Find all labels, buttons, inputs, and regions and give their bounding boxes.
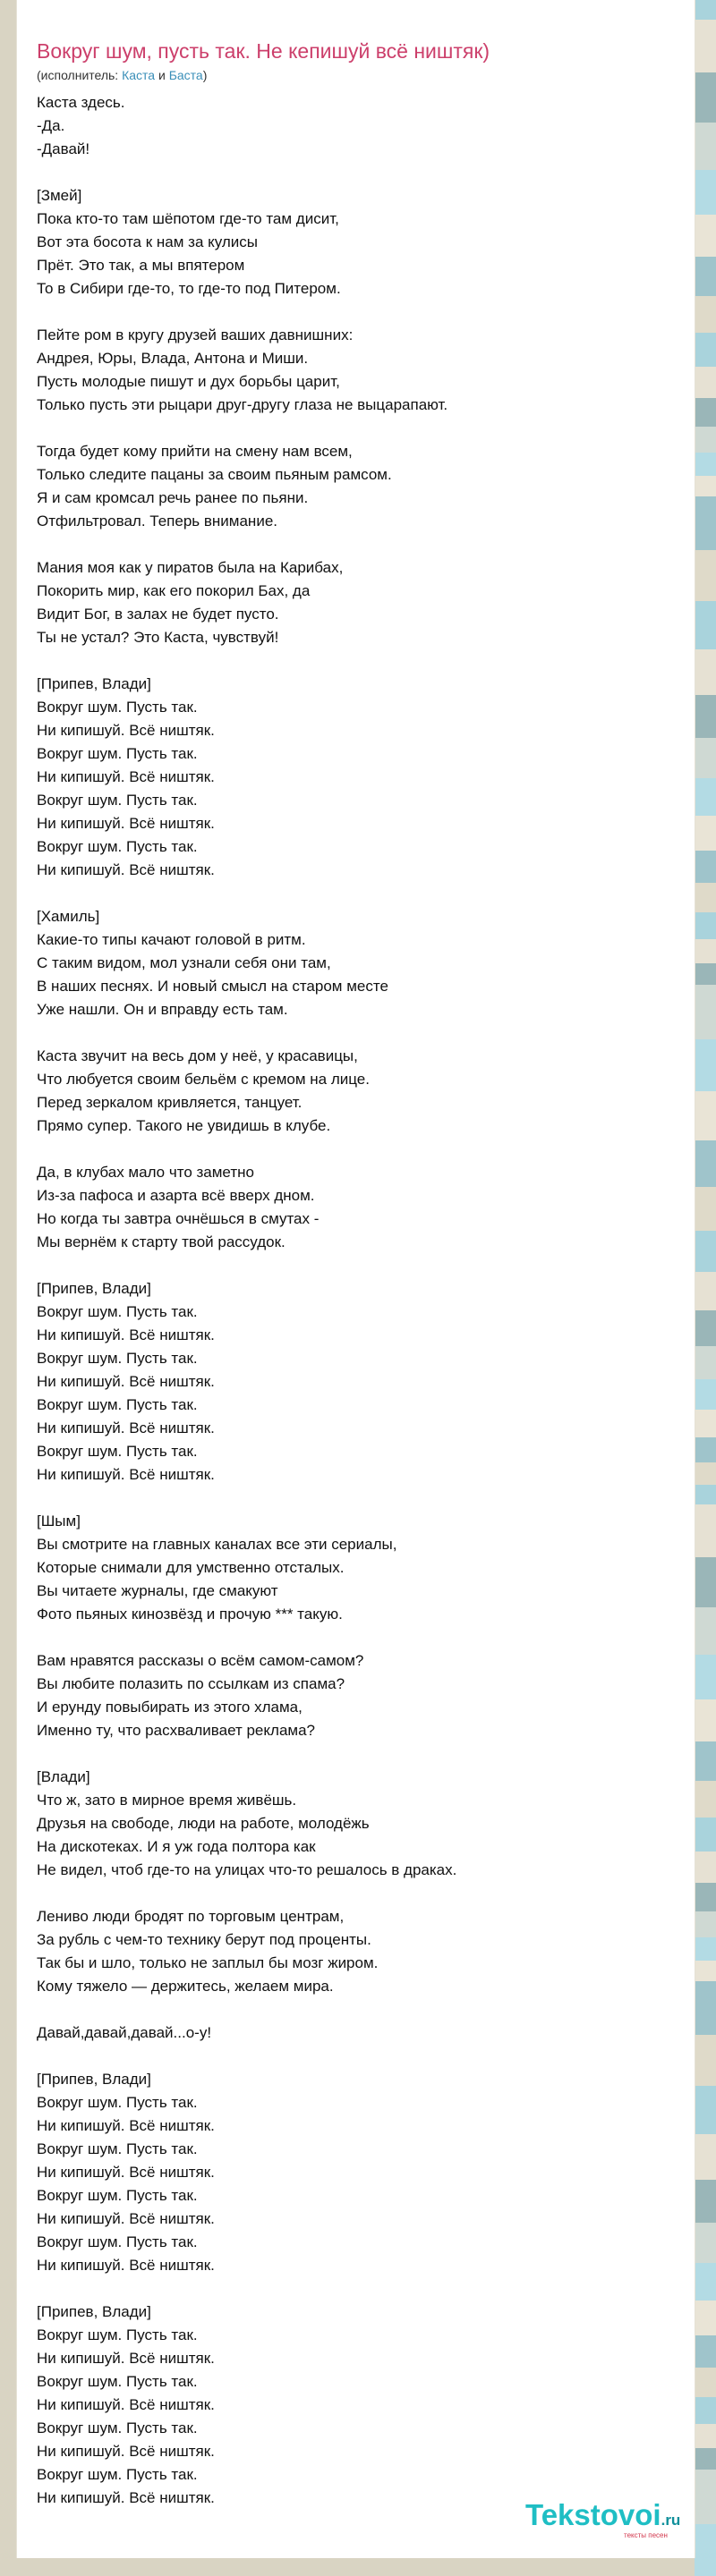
lyric-line: [37, 1254, 681, 1277]
logo-subtitle: тексты песен: [624, 2531, 668, 2539]
stripe-segment: [695, 20, 716, 72]
stripe-segment: [695, 2301, 716, 2335]
stripe-segment: [695, 367, 716, 398]
lyric-line: [Припев, Влади]: [37, 2071, 151, 2088]
stripe-segment: [695, 1699, 716, 1741]
stripe-segment: [695, 1607, 716, 1655]
lyric-line: Каста здесь.: [37, 94, 125, 111]
lyrics-text: [37, 91, 681, 2510]
lyric-line: Перед зеркалом кривляется, танцует.: [37, 1094, 303, 1111]
lyric-line: Прёт. Это так, а мы впятером: [37, 257, 245, 274]
stripe-segment: [695, 296, 716, 333]
lyric-line: [Влади]: [37, 1768, 90, 1785]
lyric-line: Тогда будет кому прийти на смену нам всем,: [37, 443, 353, 460]
lyric-line: Ни кипишуй. Всё ништяк.: [37, 2443, 215, 2460]
lyric-line: [37, 301, 681, 324]
stripe-segment: [695, 2263, 716, 2301]
logo-name: Tekstovoi: [525, 2498, 661, 2531]
lyrics-page: [16, 0, 695, 2558]
lyric-line: Ни кипишуй. Всё ништяк.: [37, 1419, 215, 1436]
lyric-line: Вокруг шум. Пусть так.: [37, 2326, 198, 2343]
lyric-line: [37, 2277, 681, 2301]
stripe-segment: [695, 398, 716, 427]
lyric-line: [Шым]: [37, 1513, 81, 1530]
lyric-line: Так бы и шло, только не заплыл бы мозг жиром.: [37, 1954, 379, 1971]
stripe-segment: [695, 1961, 716, 1981]
lyric-line: Вокруг шум. Пусть так.: [37, 2233, 198, 2250]
lyric-line: Что любуется своим бельём с кремом на лице.: [37, 1071, 370, 1088]
stripe-segment: [695, 1231, 716, 1272]
stripe-segment: [695, 1852, 716, 1883]
lyric-line: [37, 1626, 681, 1649]
lyric-line: Лениво люди бродят по торговым центрам,: [37, 1908, 345, 1925]
lyric-line: Ни кипишуй. Всё ништяк.: [37, 815, 215, 832]
stripe-segment: [695, 476, 716, 496]
lyric-line: Не видел, чтоб где-то на улицах что-то решалось в драках.: [37, 1861, 457, 1878]
stripe-segment: [695, 1346, 716, 1379]
lyric-line: Ни кипишуй. Всё ништяк.: [37, 1373, 215, 1390]
stripe-segment: [695, 496, 716, 550]
lyric-line: Ни кипишуй. Всё ништяк.: [37, 861, 215, 878]
stripe-segment: [695, 1091, 716, 1140]
lyric-line: [37, 1487, 681, 1510]
lyric-line: Но когда ты завтра очнёшься в смутах -: [37, 1210, 320, 1227]
stripe-segment: [695, 1437, 716, 1462]
lyric-line: Ни кипишуй. Всё ништяк.: [37, 722, 215, 739]
artist-link-basta[interactable]: Баста: [168, 68, 203, 82]
stripe-segment: [695, 1557, 716, 1607]
stripe-segment: [695, 1911, 716, 1937]
lyric-line: Именно ту, что расхваливает реклама?: [37, 1722, 315, 1739]
lyric-line: Андрея, Юры, Влада, Антона и Миши.: [37, 350, 309, 367]
stripe-segment: [695, 738, 716, 778]
lyric-line: Покорить мир, как его покорил Бах, да: [37, 582, 311, 599]
lyric-line: Уже нашли. Он и вправду есть там.: [37, 1001, 288, 1018]
lyric-line: Вот эта босота к нам за кулисы: [37, 233, 259, 250]
lyric-line: Вокруг шум. Пусть так.: [37, 2094, 198, 2111]
lyric-line: Вы смотрите на главных каналах все эти сериалы,: [37, 1536, 397, 1553]
lyric-line: Ни кипишуй. Всё ништяк.: [37, 1326, 215, 1343]
lyric-line: Ни кипишуй. Всё ништяк.: [37, 2350, 215, 2367]
lyric-line: То в Сибири где-то, то где-то под Питером.: [37, 280, 341, 297]
stripe-segment: [695, 0, 716, 20]
lyric-line: Пусть молодые пишут и дух борьбы царит,: [37, 373, 340, 390]
lyric-line: Отфильтровал. Теперь внимание.: [37, 513, 277, 530]
lyric-line: Прямо супер. Такого не увидишь в клубе.: [37, 1117, 331, 1134]
stripe-segment: [695, 2424, 716, 2448]
lyric-line: [37, 1138, 681, 1161]
lyric-line: Каста звучит на весь дом у неё, у красавицы,: [37, 1047, 358, 1064]
lyric-line: Вокруг шум. Пусть так.: [37, 2373, 198, 2390]
stripe-segment: [695, 2448, 716, 2470]
artist-suffix: ): [202, 68, 208, 82]
lyric-line: [37, 1882, 681, 1905]
lyric-line: [Припев, Влади]: [37, 2303, 151, 2320]
stripe-segment: [695, 2134, 716, 2180]
lyric-line: Только следите пацаны за своим пьяным рамсом.: [37, 466, 392, 483]
stripe-segment: [695, 453, 716, 476]
lyric-line: Вокруг шум. Пусть так.: [37, 2187, 198, 2204]
lyric-line: Ни кипишуй. Всё ништяк.: [37, 2210, 215, 2227]
lyric-line: Я и сам кромсал речь ранее по пьяни.: [37, 489, 309, 506]
lyric-line: [37, 1742, 681, 1766]
lyric-line: Да, в клубах мало что заметно: [37, 1164, 254, 1181]
stripe-segment: [695, 1379, 716, 1410]
lyric-line: Пейте ром в кругу друзей ваших давнишних:: [37, 326, 354, 343]
lyric-line: Давай,давай,давай...о-у!: [37, 2024, 212, 2041]
artist-link-kasta[interactable]: Каста: [122, 68, 156, 82]
lyric-line: Ни кипишуй. Всё ништяк.: [37, 1466, 215, 1483]
lyric-line: Из-за пафоса и азарта всё вверх дном.: [37, 1187, 315, 1204]
lyric-line: Вокруг шум. Пусть так.: [37, 1303, 198, 1320]
stripe-segment: [695, 912, 716, 939]
lyric-line: Какие-то типы качают головой в ритм.: [37, 931, 306, 948]
lyric-line: [37, 161, 681, 184]
lyric-line: Вокруг шум. Пусть так.: [37, 838, 198, 855]
stripe-segment: [695, 1310, 716, 1346]
lyric-line: Видит Бог, в залах не будет пусто.: [37, 606, 279, 623]
lyric-line: Вокруг шум. Пусть так.: [37, 2140, 198, 2157]
stripe-segment: [695, 1655, 716, 1699]
stripe-segment: [695, 1883, 716, 1911]
lyric-line: Ни кипишуй. Всё ништяк.: [37, 768, 215, 785]
song-title: Вокруг шум, пусть так. Не кепишуй всё ништяк): [37, 39, 490, 63]
stripe-segment: [695, 939, 716, 963]
lyric-line: Вы любите полазить по ссылкам из спама?: [37, 1675, 345, 1692]
lyric-line: Ни кипишуй. Всё ништяк.: [37, 2489, 215, 2506]
stripe-segment: [695, 883, 716, 912]
lyric-line: Мы вернём к старту твой рассудок.: [37, 1233, 286, 1250]
stripe-segment: [695, 1140, 716, 1187]
lyric-line: [Змей]: [37, 187, 82, 204]
stripe-segment: [695, 1781, 716, 1818]
stripe-segment: [695, 816, 716, 851]
lyric-line: За рубль с чем-то технику берут под проценты.: [37, 1931, 371, 1948]
lyric-line: Мания моя как у пиратов была на Карибах,: [37, 559, 344, 576]
lyric-line: Пока кто-то там шёпотом где-то там дисит,: [37, 210, 339, 227]
stripe-segment: [695, 1937, 716, 1961]
lyric-line: Вокруг шум. Пусть так.: [37, 699, 198, 716]
lyric-line: [37, 1998, 681, 2021]
lyric-line: Которые снимали для умственно отсталых.: [37, 1559, 345, 1576]
lyric-line: [37, 417, 681, 440]
lyric-line: Вокруг шум. Пусть так.: [37, 1396, 198, 1413]
stripe-segment: [695, 2223, 716, 2263]
lyric-line: Вокруг шум. Пусть так.: [37, 745, 198, 762]
lyric-line: Вокруг шум. Пусть так.: [37, 1443, 198, 1460]
lyric-line: Ни кипишуй. Всё ништяк.: [37, 2117, 215, 2134]
lyric-line: [37, 882, 681, 905]
stripe-segment: [695, 963, 716, 985]
stripe-segment: [695, 778, 716, 816]
lyric-line: Вы читаете журналы, где смакуют: [37, 1582, 278, 1599]
stripe-segment: [695, 333, 716, 367]
lyric-line: [Хамиль]: [37, 908, 100, 925]
stripe-segment: [695, 985, 716, 1039]
stripe-segment: [695, 1187, 716, 1231]
lyric-line: Вокруг шум. Пусть так.: [37, 1350, 198, 1367]
artist-prefix: (исполнитель:: [37, 68, 123, 82]
stripe-segment: [695, 170, 716, 215]
lyric-line: Ни кипишуй. Всё ништяк.: [37, 2164, 215, 2181]
stripe-segment: [695, 1039, 716, 1091]
stripe-segment: [695, 123, 716, 170]
lyric-line: [37, 649, 681, 673]
lyric-line: Что ж, зато в мирное время живёшь.: [37, 1792, 297, 1809]
stripe-segment: [695, 1410, 716, 1437]
stripe-segment: [695, 695, 716, 738]
stripe-segment: [695, 649, 716, 695]
stripe-segment: [695, 1462, 716, 1485]
stripe-segment: [695, 1818, 716, 1852]
lyric-line: Ты не устал? Это Каста, чувствуй!: [37, 629, 279, 646]
stripe-segment: [695, 1741, 716, 1781]
lyric-line: И ерунду повыбирать из этого хлама,: [37, 1699, 303, 1716]
lyric-line: Вам нравятся рассказы о всём самом-самом?: [37, 1652, 364, 1669]
lyric-line: [Припев, Влади]: [37, 675, 151, 692]
lyric-line: Фото пьяных кинозвёзд и прочую *** такую.: [37, 1606, 343, 1623]
stripe-segment: [695, 2397, 716, 2424]
decorative-side-stripes: [695, 0, 716, 2558]
stripe-segment: [695, 2035, 716, 2086]
lyric-line: Кому тяжело — держитесь, желаем мира.: [37, 1978, 334, 1995]
stripe-segment: [695, 215, 716, 257]
artist-separator: и: [155, 68, 169, 82]
lyric-line: Вокруг шум. Пусть так.: [37, 792, 198, 809]
stripe-segment: [695, 1272, 716, 1310]
stripe-segment: [695, 1981, 716, 2035]
lyric-line: -Да.: [37, 117, 65, 134]
lyric-line: В наших песнях. И новый смысл на старом месте: [37, 978, 388, 995]
lyric-line: Только пусть эти рыцари друг-другу глаза не выцарапают.: [37, 396, 448, 413]
lyric-line: [37, 2045, 681, 2068]
lyric-line: [37, 1021, 681, 1045]
stripe-segment: [695, 601, 716, 649]
stripe-segment: [695, 2368, 716, 2397]
logo-wordmark: [525, 2498, 704, 2538]
stripe-segment: [695, 427, 716, 453]
lyric-line: [37, 533, 681, 556]
site-logo[interactable]: [525, 2498, 704, 2541]
lyric-line: На дискотеках. И я уж года полтора как: [37, 1838, 316, 1855]
stripe-segment: [695, 550, 716, 601]
stripe-segment: [695, 2086, 716, 2134]
stripe-segment: [695, 257, 716, 296]
lyric-line: Друзья на свободе, люди на работе, молодёжь: [37, 1815, 370, 1832]
artist-line: [37, 68, 207, 82]
stripe-segment: [695, 2180, 716, 2223]
lyric-line: [Припев, Влади]: [37, 1280, 151, 1297]
stripe-segment: [695, 851, 716, 883]
logo-tld: .ru: [661, 2512, 681, 2529]
lyric-line: Вокруг шум. Пусть так.: [37, 2419, 198, 2436]
lyric-line: С таким видом, мол узнали себя они там,: [37, 954, 331, 971]
lyric-line: Ни кипишуй. Всё ништяк.: [37, 2396, 215, 2413]
lyric-line: Ни кипишуй. Всё ништяк.: [37, 2257, 215, 2274]
lyric-line: -Давай!: [37, 140, 90, 157]
stripe-segment: [695, 72, 716, 123]
stripe-segment: [695, 1504, 716, 1557]
stripe-segment: [695, 2335, 716, 2368]
lyric-line: Вокруг шум. Пусть так.: [37, 2466, 198, 2483]
stripe-segment: [695, 1485, 716, 1504]
